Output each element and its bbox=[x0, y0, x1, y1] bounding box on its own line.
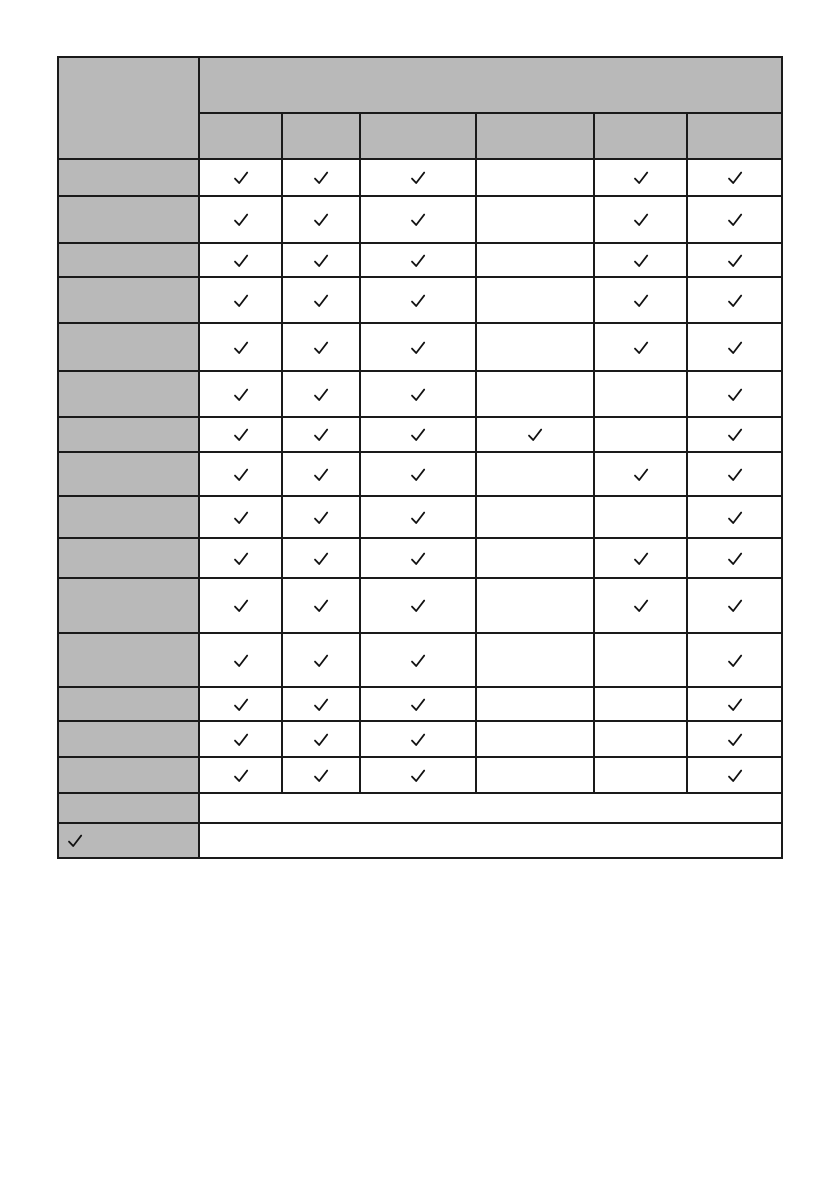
checked-cell bbox=[687, 757, 782, 793]
checked-cell bbox=[282, 496, 360, 538]
check-icon bbox=[233, 768, 249, 784]
checked-cell bbox=[199, 757, 282, 793]
checked-cell bbox=[687, 277, 782, 323]
row-label bbox=[58, 277, 199, 323]
checked-cell bbox=[282, 757, 360, 793]
empty-cell bbox=[476, 538, 594, 578]
checked-cell bbox=[199, 687, 282, 721]
check-icon bbox=[313, 697, 329, 713]
table-row bbox=[58, 721, 782, 757]
empty-cell bbox=[476, 277, 594, 323]
check-icon bbox=[410, 510, 426, 526]
legend-description bbox=[199, 793, 782, 823]
checked-cell bbox=[199, 538, 282, 578]
check-icon bbox=[233, 170, 249, 186]
row-label bbox=[58, 196, 199, 243]
empty-cell bbox=[476, 496, 594, 538]
checked-cell bbox=[282, 196, 360, 243]
row-label bbox=[58, 159, 199, 196]
table-row bbox=[58, 496, 782, 538]
checked-cell bbox=[199, 721, 282, 757]
checked-cell bbox=[687, 243, 782, 277]
column-header bbox=[687, 113, 782, 159]
check-icon bbox=[727, 340, 743, 356]
table-row bbox=[58, 323, 782, 371]
check-icon bbox=[233, 293, 249, 309]
checked-cell bbox=[199, 633, 282, 687]
column-header bbox=[282, 113, 360, 159]
column-header bbox=[476, 113, 594, 159]
column-header bbox=[594, 113, 687, 159]
checked-cell bbox=[594, 452, 687, 496]
empty-cell bbox=[476, 371, 594, 417]
checked-cell bbox=[199, 578, 282, 633]
check-icon bbox=[233, 697, 249, 713]
checked-cell bbox=[360, 159, 476, 196]
check-icon bbox=[410, 340, 426, 356]
check-icon bbox=[233, 598, 249, 614]
check-icon bbox=[727, 427, 743, 443]
check-icon bbox=[633, 253, 649, 269]
row-label bbox=[58, 538, 199, 578]
table-row bbox=[58, 277, 782, 323]
checked-cell bbox=[687, 371, 782, 417]
empty-cell bbox=[594, 757, 687, 793]
checked-cell bbox=[360, 633, 476, 687]
empty-cell bbox=[476, 757, 594, 793]
checked-cell bbox=[687, 721, 782, 757]
checked-cell bbox=[594, 323, 687, 371]
checked-cell bbox=[360, 687, 476, 721]
check-icon bbox=[67, 833, 83, 849]
checked-cell bbox=[199, 277, 282, 323]
checked-cell bbox=[360, 496, 476, 538]
empty-cell bbox=[476, 633, 594, 687]
check-icon bbox=[410, 212, 426, 228]
checked-cell bbox=[199, 417, 282, 452]
empty-cell bbox=[476, 578, 594, 633]
checked-cell bbox=[360, 417, 476, 452]
table-row bbox=[58, 159, 782, 196]
check-icon bbox=[313, 551, 329, 567]
group-header bbox=[199, 57, 782, 113]
checked-cell bbox=[594, 196, 687, 243]
check-icon bbox=[727, 212, 743, 228]
empty-cell bbox=[476, 196, 594, 243]
check-icon bbox=[313, 467, 329, 483]
check-icon bbox=[313, 598, 329, 614]
checked-cell bbox=[282, 323, 360, 371]
check-icon bbox=[727, 253, 743, 269]
check-icon bbox=[233, 253, 249, 269]
column-header bbox=[199, 113, 282, 159]
table-row bbox=[58, 371, 782, 417]
check-icon bbox=[313, 170, 329, 186]
row-header-corner bbox=[58, 57, 199, 159]
check-icon bbox=[410, 768, 426, 784]
checked-cell bbox=[199, 159, 282, 196]
checked-cell bbox=[282, 159, 360, 196]
checked-cell bbox=[476, 417, 594, 452]
check-icon bbox=[727, 467, 743, 483]
table-row bbox=[58, 633, 782, 687]
legend-label bbox=[58, 823, 199, 858]
checked-cell bbox=[360, 277, 476, 323]
check-icon bbox=[313, 253, 329, 269]
check-icon bbox=[633, 293, 649, 309]
compatibility-table bbox=[57, 56, 783, 859]
checked-cell bbox=[282, 452, 360, 496]
check-icon bbox=[233, 732, 249, 748]
check-icon bbox=[313, 510, 329, 526]
check-icon bbox=[727, 732, 743, 748]
check-icon bbox=[410, 467, 426, 483]
checked-cell bbox=[594, 277, 687, 323]
checked-cell bbox=[199, 496, 282, 538]
check-icon bbox=[313, 427, 329, 443]
checked-cell bbox=[687, 159, 782, 196]
check-icon bbox=[410, 732, 426, 748]
check-icon bbox=[727, 510, 743, 526]
empty-cell bbox=[594, 633, 687, 687]
row-label bbox=[58, 243, 199, 277]
checked-cell bbox=[282, 277, 360, 323]
checked-cell bbox=[687, 633, 782, 687]
checked-cell bbox=[594, 538, 687, 578]
checked-cell bbox=[594, 243, 687, 277]
check-icon bbox=[410, 598, 426, 614]
check-icon bbox=[410, 653, 426, 669]
row-label bbox=[58, 687, 199, 721]
row-label bbox=[58, 633, 199, 687]
check-icon bbox=[727, 598, 743, 614]
checked-cell bbox=[199, 196, 282, 243]
check-icon bbox=[410, 387, 426, 403]
check-icon bbox=[727, 387, 743, 403]
table-row bbox=[58, 757, 782, 793]
empty-cell bbox=[476, 243, 594, 277]
checked-cell bbox=[687, 687, 782, 721]
check-icon bbox=[313, 212, 329, 228]
checked-cell bbox=[360, 371, 476, 417]
check-icon bbox=[410, 551, 426, 567]
empty-cell bbox=[594, 721, 687, 757]
row-label bbox=[58, 417, 199, 452]
check-icon bbox=[233, 653, 249, 669]
checked-cell bbox=[282, 578, 360, 633]
check-icon bbox=[233, 510, 249, 526]
row-label bbox=[58, 452, 199, 496]
checked-cell bbox=[687, 496, 782, 538]
check-icon bbox=[727, 170, 743, 186]
check-icon bbox=[233, 340, 249, 356]
check-icon bbox=[633, 212, 649, 228]
checked-cell bbox=[282, 417, 360, 452]
checked-cell bbox=[360, 578, 476, 633]
row-label bbox=[58, 578, 199, 633]
check-icon bbox=[313, 387, 329, 403]
check-icon bbox=[233, 387, 249, 403]
checked-cell bbox=[282, 243, 360, 277]
check-icon bbox=[727, 551, 743, 567]
empty-cell bbox=[476, 721, 594, 757]
checked-cell bbox=[282, 721, 360, 757]
row-label bbox=[58, 721, 199, 757]
check-icon bbox=[233, 212, 249, 228]
table-row bbox=[58, 196, 782, 243]
check-icon bbox=[633, 598, 649, 614]
check-icon bbox=[410, 170, 426, 186]
checked-cell bbox=[199, 243, 282, 277]
empty-cell bbox=[476, 159, 594, 196]
table-row bbox=[58, 578, 782, 633]
checked-cell bbox=[360, 757, 476, 793]
check-icon bbox=[727, 768, 743, 784]
check-icon bbox=[233, 427, 249, 443]
table-row bbox=[58, 538, 782, 578]
checked-cell bbox=[199, 371, 282, 417]
legend-row bbox=[58, 823, 782, 858]
row-label bbox=[58, 371, 199, 417]
legend-row bbox=[58, 793, 782, 823]
checked-cell bbox=[282, 633, 360, 687]
check-icon bbox=[233, 551, 249, 567]
checked-cell bbox=[282, 371, 360, 417]
check-icon bbox=[633, 170, 649, 186]
checked-cell bbox=[687, 323, 782, 371]
column-header bbox=[360, 113, 476, 159]
check-icon bbox=[410, 253, 426, 269]
empty-cell bbox=[594, 417, 687, 452]
checked-cell bbox=[594, 578, 687, 633]
empty-cell bbox=[594, 371, 687, 417]
check-icon bbox=[313, 340, 329, 356]
empty-cell bbox=[476, 323, 594, 371]
checked-cell bbox=[360, 196, 476, 243]
table-row bbox=[58, 452, 782, 496]
check-icon bbox=[727, 697, 743, 713]
empty-cell bbox=[594, 496, 687, 538]
check-icon bbox=[633, 467, 649, 483]
checked-cell bbox=[687, 538, 782, 578]
checked-cell bbox=[360, 452, 476, 496]
check-icon bbox=[233, 467, 249, 483]
empty-cell bbox=[594, 687, 687, 721]
checked-cell bbox=[687, 578, 782, 633]
check-icon bbox=[313, 653, 329, 669]
row-label bbox=[58, 496, 199, 538]
legend-description bbox=[199, 823, 782, 858]
check-icon bbox=[410, 697, 426, 713]
check-icon bbox=[633, 340, 649, 356]
table-row bbox=[58, 243, 782, 277]
checked-cell bbox=[687, 196, 782, 243]
checked-cell bbox=[360, 323, 476, 371]
check-icon bbox=[727, 293, 743, 309]
checked-cell bbox=[199, 323, 282, 371]
row-label bbox=[58, 757, 199, 793]
checked-cell bbox=[594, 159, 687, 196]
table-row bbox=[58, 417, 782, 452]
checked-cell bbox=[687, 452, 782, 496]
checked-cell bbox=[360, 721, 476, 757]
check-icon bbox=[313, 293, 329, 309]
check-icon bbox=[410, 293, 426, 309]
check-icon bbox=[727, 653, 743, 669]
checked-cell bbox=[282, 687, 360, 721]
empty-cell bbox=[476, 687, 594, 721]
check-icon bbox=[633, 551, 649, 567]
legend-label bbox=[58, 793, 199, 823]
checked-cell bbox=[687, 417, 782, 452]
check-icon bbox=[313, 768, 329, 784]
row-label bbox=[58, 323, 199, 371]
table-row bbox=[58, 687, 782, 721]
check-icon bbox=[527, 427, 543, 443]
checked-cell bbox=[360, 538, 476, 578]
check-icon bbox=[410, 427, 426, 443]
checked-cell bbox=[282, 538, 360, 578]
empty-cell bbox=[476, 452, 594, 496]
check-icon bbox=[313, 732, 329, 748]
checked-cell bbox=[199, 452, 282, 496]
checked-cell bbox=[360, 243, 476, 277]
